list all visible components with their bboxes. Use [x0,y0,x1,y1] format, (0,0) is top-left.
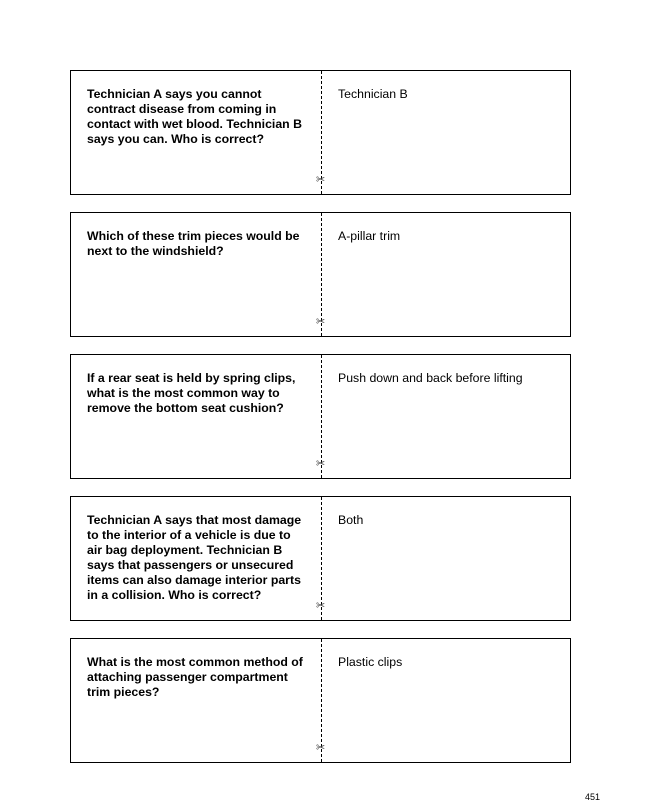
card-answer: A-pillar trim [338,229,401,243]
flashcard [70,70,571,195]
card-question: If a rear seat is held by spring clips, what is the most common way to remove the bottom seat cushion? [87,371,296,415]
card-answer: Both [338,513,364,527]
card-answer: Plastic clips [338,655,403,669]
flashcard [70,354,571,479]
flashcard [70,496,571,621]
scissors-icon: ✂ [316,458,326,470]
card-answer: Push down and back before lifting [338,371,523,385]
flashcard [70,212,571,337]
scissors-icon: ✂ [316,600,326,612]
card-question: Technician A says you cannot contract disease from coming in contact with wet blood. Technician B says you can. Who is correct? [87,87,302,146]
card-question: What is the most common method of attaching passenger compartment trim pieces? [87,655,303,699]
scissors-icon: ✂ [316,742,326,754]
card-question: Which of these trim pieces would be next to the windshield? [87,229,300,258]
page-number: 451 [585,792,601,802]
flashcard [70,638,571,763]
scissors-icon: ✂ [316,316,326,328]
scissors-icon: ✂ [316,174,326,186]
card-answer: Technician B [338,87,408,101]
card-question: Technician A says that most damage to the interior of a vehicle is due to air bag deployment. Technician B says that passengers or unsecured items can also damage interior parts in a collision. Who is correct? [87,513,302,602]
